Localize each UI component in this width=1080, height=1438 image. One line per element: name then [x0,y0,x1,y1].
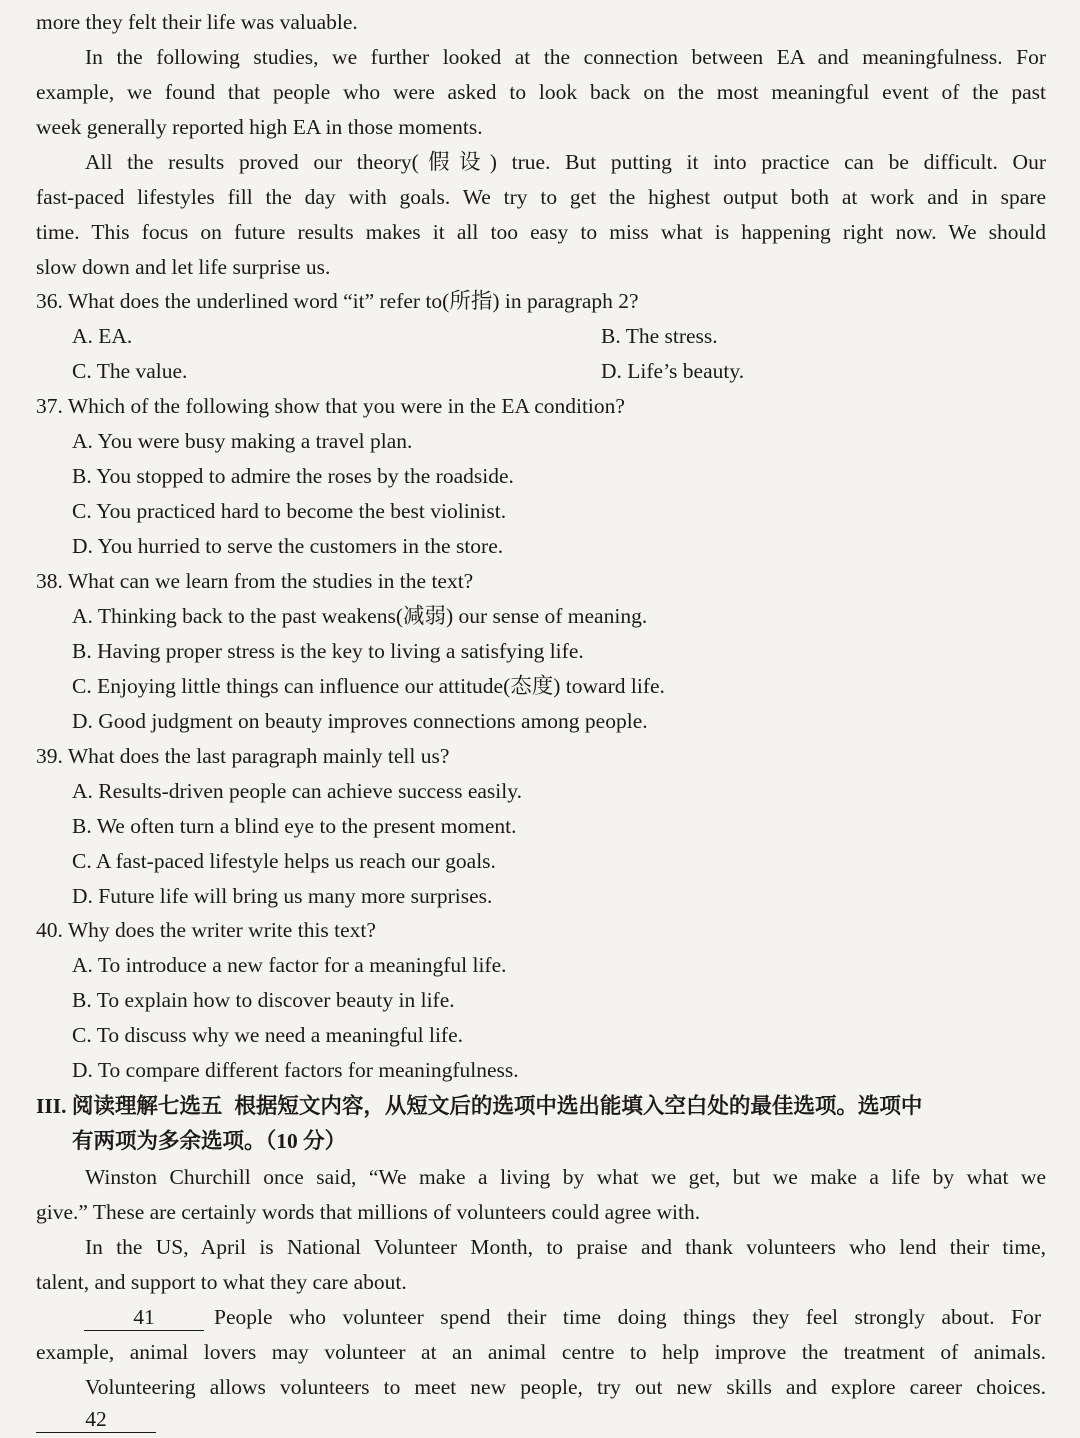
answer-blank-42[interactable] [36,1409,156,1433]
option-38-b: B. Having proper stress is the key to living a satisfying life. [72,639,584,663]
section-title: 阅读理解七选五 [71,1094,223,1118]
option-38-d: D. Good judgment on beauty improves connections among people. [72,709,648,733]
passage-line: Winston Churchill once said, “We make a living by what we get, but we make a life by what we [85,1165,1046,1189]
passage-line: All the results proved our theory(假设) true. But putting it into practice can be difficult. Our [85,150,1046,174]
question-stem-37: 37. Which of the following show that you were in the EA condition? [36,394,625,418]
option-40-c: C. To discuss why we need a meaningful life. [72,1023,463,1047]
option-39-a: A. Results-driven people can achieve success easily. [72,779,522,803]
question-stem-36: 36. What does the underlined word “it” refer to(所指) in paragraph 2? [36,289,639,313]
option-39-b: B. We often turn a blind eye to the present moment. [72,814,517,838]
option-37-c: C. You practiced hard to become the best violinist. [72,499,507,523]
option-36-b: B. The stress. [601,324,718,348]
passage-line: more they felt their life was valuable. [36,10,358,34]
option-39-c: C. A fast-paced lifestyle helps us reach our goals. [72,849,496,873]
option-38-c: C. Enjoying little things can influence our attitude(态度) toward life. [72,674,665,698]
question-stem-38: 38. What can we learn from the studies in the text? [36,569,474,593]
passage-line: slow down and let life surprise us. [36,255,331,279]
option-37-d: D. You hurried to serve the customers in the store. [72,534,504,558]
passage-line: In the following studies, we further looked at the connection between EA and meaningfulness. For [85,45,1046,69]
section-heading [36,1096,922,1118]
passage-line: People who volunteer spend their time doing things they feel strongly about. For [214,1305,1041,1329]
blank-number: 41 [84,1307,204,1331]
passage-line: example, animal lovers may volunteer at an animal centre to help improve the treatment of animals. [36,1340,1046,1364]
option-37-b: B. You stopped to admire the roses by the roadside. [72,464,514,488]
passage-line: In the US, April is National Volunteer Month, to praise and thank volunteers who lend their time, [85,1235,1046,1259]
option-39-d: D. Future life will bring us many more surprises. [72,884,493,908]
answer-blank-41[interactable] [84,1307,204,1331]
option-37-a: A. You were busy making a travel plan. [72,429,413,453]
section-numeral: III. [36,1094,67,1118]
section-instruction: 根据短文内容，从短文后的选项中选出能填入空白处的最佳选项。选项中 [234,1094,923,1118]
passage-line: talent, and support to what they care about. [36,1270,407,1294]
option-38-a: A. Thinking back to the past weakens(减弱) our sense of meaning. [72,604,648,628]
option-40-d: D. To compare different factors for meaningfulness. [72,1058,519,1082]
passage-line: give.” These are certainly words that millions of volunteers could agree with. [36,1200,701,1224]
passage-line: week generally reported high EA in those moments. [36,115,483,139]
option-40-a: A. To introduce a new factor for a meaningful life. [72,953,507,977]
passage-line: example, we found that people who were asked to look back on the most meaningful event of the past [36,80,1046,104]
passage-line: Volunteering allows volunteers to meet new people, try out new skills and explore career choices. [85,1375,1046,1399]
option-36-a: A. EA. [72,324,133,348]
question-stem-39: 39. What does the last paragraph mainly tell us? [36,744,450,768]
option-40-b: B. To explain how to discover beauty in life. [72,988,455,1012]
question-stem-40: 40. Why does the writer write this text? [36,918,376,942]
passage-line: time. This focus on future results makes it all too easy to miss what is happening right now. We should [36,220,1046,244]
section-instruction-cont: 有两项为多余选项。（10 分） [72,1129,347,1153]
blank-number: 42 [36,1409,156,1433]
option-36-d: D. Life’s beauty. [601,359,745,383]
option-36-c: C. The value. [72,359,188,383]
passage-line: fast-paced lifestyles fill the day with goals. We try to get the highest output both at work and in spare [36,185,1046,209]
